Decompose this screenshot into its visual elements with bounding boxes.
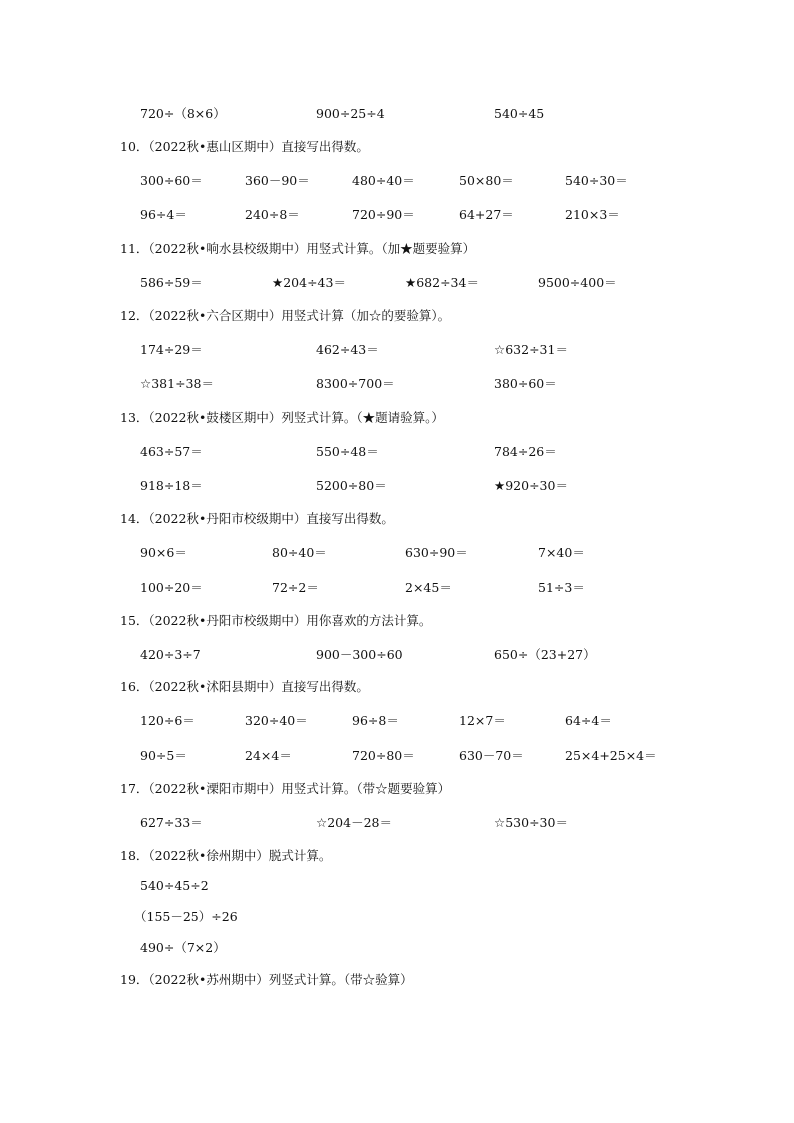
expression: 64+27＝	[459, 207, 514, 222]
expression: 550÷48＝	[316, 444, 379, 459]
expression: 540÷30＝	[565, 173, 628, 188]
problem-heading: 16．（2022秋•沭阳县期中）直接写出得数。	[120, 679, 369, 694]
expression: 80÷40＝	[272, 545, 327, 560]
expression: 627÷33＝	[140, 815, 203, 830]
expression: 420÷3÷7	[140, 647, 201, 662]
expression: 720÷90＝	[352, 207, 415, 222]
expression: 12×7＝	[459, 713, 506, 728]
expression: 540÷45÷2	[140, 878, 209, 893]
expression: 100÷20＝	[140, 580, 203, 595]
expression: 5200÷80＝	[316, 478, 387, 493]
expression: 90÷5＝	[140, 748, 187, 763]
expression: ☆530÷30＝	[494, 815, 568, 830]
expression: ★682÷34＝	[405, 275, 479, 290]
expression: 9500÷400＝	[538, 275, 617, 290]
expression: 2×45＝	[405, 580, 452, 595]
problem-heading: 18．（2022秋•徐州期中）脱式计算。	[120, 848, 332, 863]
problem-heading: 10．（2022秋•惠山区期中）直接写出得数。	[120, 139, 369, 154]
expression: 7×40＝	[538, 545, 585, 560]
expression: 720÷80＝	[352, 748, 415, 763]
expression: ★920÷30＝	[494, 478, 568, 493]
expression: 120÷6＝	[140, 713, 195, 728]
expression: 630÷90＝	[405, 545, 468, 560]
expression: 320÷40＝	[245, 713, 308, 728]
problem-heading: 15．（2022秋•丹阳市校级期中）用你喜欢的方法计算。	[120, 613, 432, 628]
problem-heading: 19．（2022秋•苏州期中）列竖式计算。（带☆验算）	[120, 972, 413, 987]
problem-heading: 11．（2022秋•响水县校级期中）用竖式计算。（加★题要验算）	[120, 241, 476, 256]
expression: 918÷18＝	[140, 478, 203, 493]
expression: 174÷29＝	[140, 342, 203, 357]
expression: 210×3＝	[565, 207, 620, 222]
expression: 24×4＝	[245, 748, 292, 763]
expression: 51÷3＝	[538, 580, 585, 595]
expression: 25×4+25×4＝	[565, 748, 657, 763]
problem-heading: 17．（2022秋•溧阳市期中）用竖式计算。（带☆题要验算）	[120, 781, 451, 796]
expression: 240÷8＝	[245, 207, 300, 222]
expression: 900÷25÷4	[316, 106, 385, 121]
expression: 64÷4＝	[565, 713, 612, 728]
problem-heading: 14．（2022秋•丹阳市校级期中）直接写出得数。	[120, 511, 394, 526]
expression: ☆204－28＝	[316, 815, 392, 830]
expression: 96÷8＝	[352, 713, 399, 728]
expression: 300÷60＝	[140, 173, 203, 188]
expression: 90×6＝	[140, 545, 187, 560]
expression: 630－70＝	[459, 748, 524, 763]
expression: 360－90＝	[245, 173, 310, 188]
expression: ☆632÷31＝	[494, 342, 568, 357]
expression: 96÷4＝	[140, 207, 187, 222]
expression: 650÷（23+27）	[494, 647, 596, 662]
expression: ★204÷43＝	[272, 275, 346, 290]
expression: 380÷60＝	[494, 376, 557, 391]
problem-heading: 12．（2022秋•六合区期中）用竖式计算（加☆的要验算）。	[120, 308, 451, 323]
expression: 480÷40＝	[352, 173, 415, 188]
expression: 540÷45	[494, 106, 545, 121]
expression: 462÷43＝	[316, 342, 379, 357]
expression: （155－25）÷26	[134, 909, 238, 924]
expression: 784÷26＝	[494, 444, 557, 459]
expression: 586÷59＝	[140, 275, 203, 290]
problem-heading: 13．（2022秋•鼓楼区期中）列竖式计算。（★题请验算。）	[120, 410, 444, 425]
expression: 8300÷700＝	[316, 376, 395, 391]
expression: ☆381÷38＝	[140, 376, 214, 391]
expression: 50×80＝	[459, 173, 514, 188]
expression: 490÷（7×2）	[140, 940, 226, 955]
expression: 72÷2＝	[272, 580, 319, 595]
expression: 463÷57＝	[140, 444, 203, 459]
expression: 900－300÷60	[316, 647, 403, 662]
expression: 720÷（8×6）	[140, 106, 226, 121]
